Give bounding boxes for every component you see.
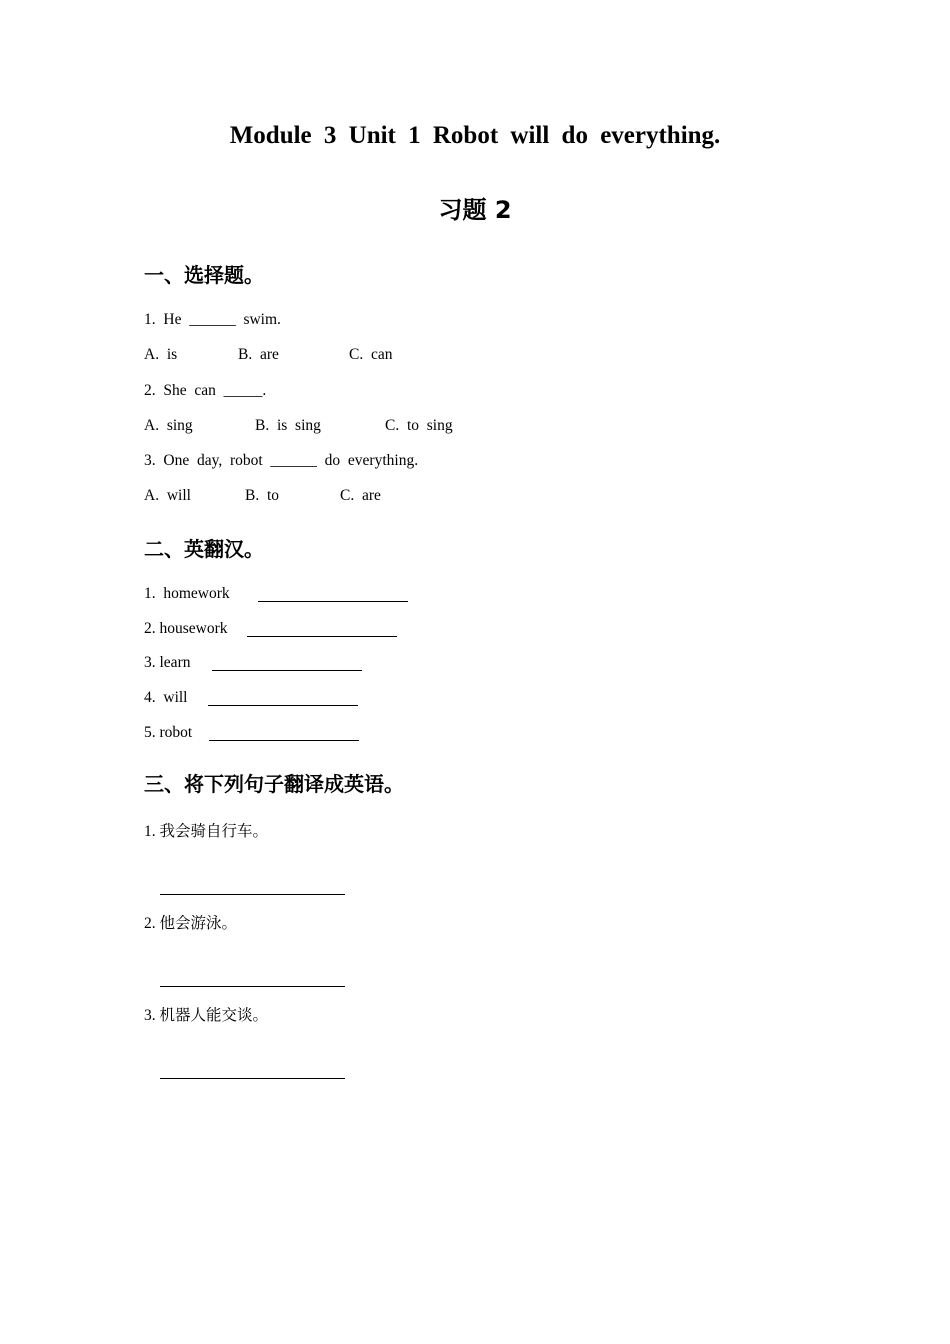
option-b: B. are bbox=[238, 346, 279, 363]
page-subtitle: 习题 2 bbox=[438, 196, 512, 224]
page-title: Module 3 Unit 1 Robot will do everything. bbox=[229, 122, 721, 149]
option-c: C. can bbox=[349, 346, 393, 363]
question-stem: 1. He ______ swim. bbox=[144, 311, 281, 328]
section-heading-en-zh: 二、英翻汉。 bbox=[144, 537, 264, 561]
answer-blank[interactable] bbox=[160, 894, 345, 895]
option-a: A. will bbox=[144, 487, 191, 504]
question-stem: 3. One day, robot ______ do everything. bbox=[144, 452, 419, 469]
option-a: A. is bbox=[144, 346, 178, 363]
vocab-item: 2. housework bbox=[144, 620, 228, 637]
section-heading-zh-en: 三、将下列句子翻译成英语。 bbox=[144, 772, 404, 796]
sentence-item: 2. 他会游泳。 bbox=[144, 915, 238, 932]
option-a: A. sing bbox=[144, 417, 193, 434]
vocab-item: 4. will bbox=[144, 689, 188, 706]
option-c: C. to sing bbox=[385, 417, 453, 434]
answer-blank[interactable] bbox=[160, 986, 345, 987]
answer-blank[interactable] bbox=[208, 705, 358, 706]
sentence-item: 1. 我会骑自行车。 bbox=[144, 823, 269, 840]
answer-blank[interactable] bbox=[209, 740, 359, 741]
section-heading-choice: 一、选择题。 bbox=[144, 263, 264, 287]
option-b: B. is sing bbox=[255, 417, 321, 434]
answer-blank[interactable] bbox=[258, 601, 408, 602]
vocab-item: 3. learn bbox=[144, 654, 191, 671]
answer-blank[interactable] bbox=[212, 670, 362, 671]
answer-blank[interactable] bbox=[160, 1078, 345, 1079]
answer-blank[interactable] bbox=[247, 636, 397, 637]
vocab-item: 5. robot bbox=[144, 724, 193, 741]
vocab-item: 1. homework bbox=[144, 585, 230, 602]
sentence-item: 3. 机器人能交谈。 bbox=[144, 1007, 269, 1024]
option-b: B. to bbox=[245, 487, 280, 504]
option-c: C. are bbox=[340, 487, 381, 504]
question-stem: 2. She can _____. bbox=[144, 382, 267, 399]
